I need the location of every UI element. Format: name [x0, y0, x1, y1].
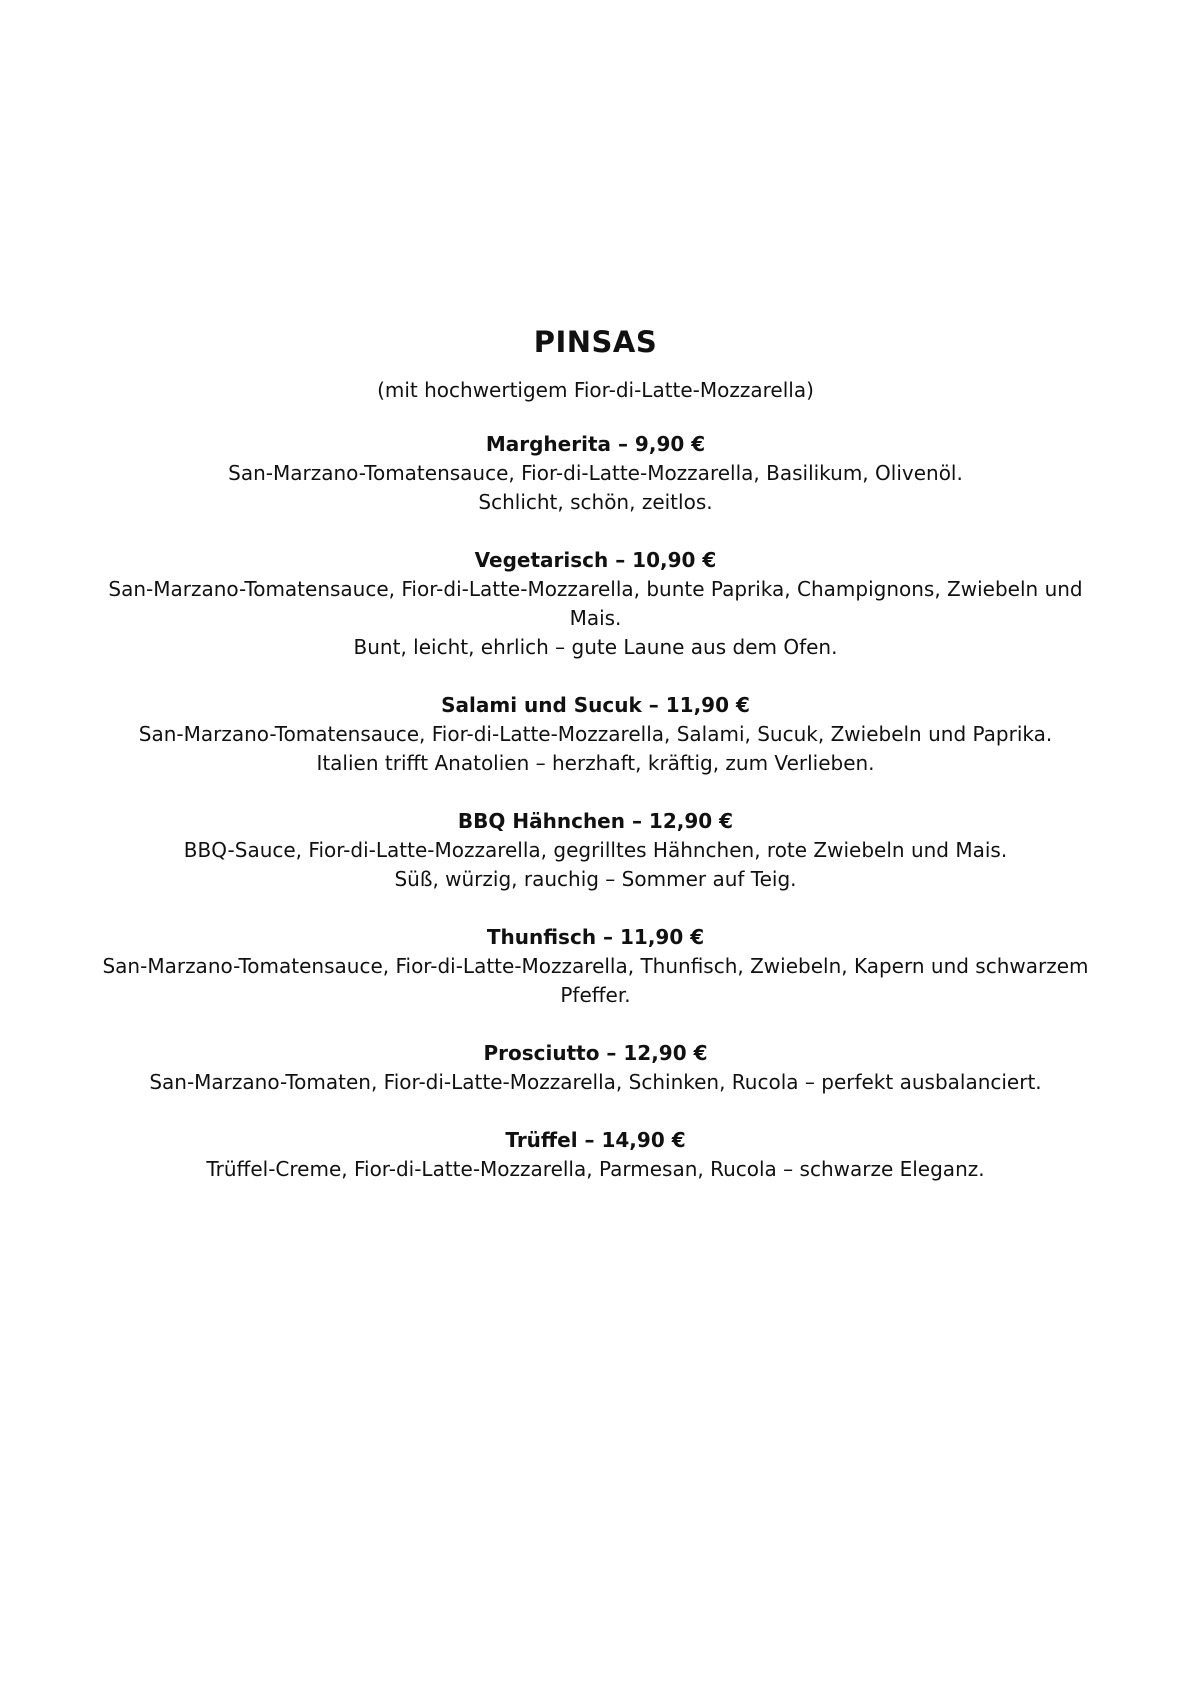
menu-item-tagline: Süß, würzig, rauchig – Sommer auf Teig.	[394, 867, 797, 891]
menu-item-description: San-Marzano-Tomatensauce, Fior-di-Latte-Mozzarella, Basilikum, Olivenöl.	[228, 461, 963, 485]
menu-item	[0, 1126, 1191, 1184]
menu-item	[0, 1039, 1191, 1097]
menu-item-tagline: Italien trifft Anatolien – herzhaft, kräftig, zum Verlieben.	[316, 751, 875, 775]
menu-page	[0, 325, 1191, 1213]
menu-item-name: Thunfisch – 11,90 €	[486, 925, 705, 949]
menu-items	[0, 430, 1191, 1184]
menu-item-name: Margherita – 9,90 €	[485, 432, 706, 456]
menu-item-tagline: Schlicht, schön, zeitlos.	[478, 490, 713, 514]
menu-item-description: San-Marzano-Tomatensauce, Fior-di-Latte-Mozzarella, Thunfisch, Zwiebeln, Kapern und schwarzem	[102, 954, 1089, 978]
menu-item	[0, 546, 1191, 662]
menu-item	[0, 807, 1191, 894]
menu-item	[0, 691, 1191, 778]
menu-item-description: San-Marzano-Tomatensauce, Fior-di-Latte-Mozzarella, Salami, Sucuk, Zwiebeln und Paprika.	[138, 722, 1053, 746]
menu-item-name: Trüffel – 14,90 €	[505, 1128, 686, 1152]
menu-item-name: Salami und Sucuk – 11,90 €	[441, 693, 750, 717]
menu-item-description: San-Marzano-Tomaten, Fior-di-Latte-Mozzarella, Schinken, Rucola – perfekt ausbalanciert.	[149, 1070, 1042, 1094]
menu-item-description-continued: Pfeffer.	[560, 983, 631, 1007]
menu-item-name: BBQ Hähnchen – 12,90 €	[457, 809, 734, 833]
menu-item-description: BBQ-Sauce, Fior-di-Latte-Mozzarella, gegrilltes Hähnchen, rote Zwiebeln und Mais.	[183, 838, 1008, 862]
menu-item-name: Vegetarisch – 10,90 €	[474, 548, 717, 572]
menu-item	[0, 923, 1191, 1010]
menu-item-description: Trüffel-Creme, Fior-di-Latte-Mozzarella, Parmesan, Rucola – schwarze Eleganz.	[206, 1157, 985, 1181]
menu-item	[0, 430, 1191, 517]
menu-item-description: San-Marzano-Tomatensauce, Fior-di-Latte-Mozzarella, bunte Paprika, Champignons, Zwiebeln und Mais.	[108, 577, 1083, 630]
menu-item-tagline: Bunt, leicht, ehrlich – gute Laune aus dem Ofen.	[353, 635, 838, 659]
menu-subtitle: (mit hochwertigem Fior-di-Latte-Mozzarella)	[377, 378, 814, 402]
menu-title: PINSAS	[533, 325, 658, 359]
menu-item-name: Prosciutto – 12,90 €	[483, 1041, 708, 1065]
